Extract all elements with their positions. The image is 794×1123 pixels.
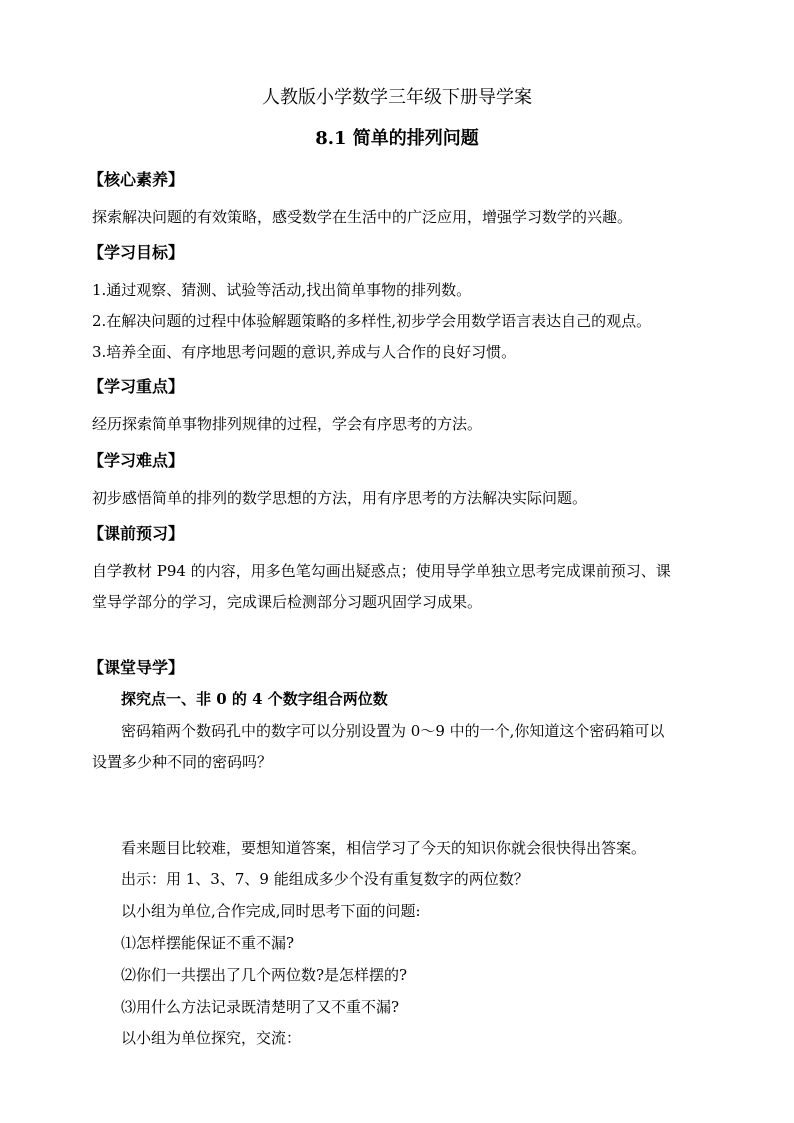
guide-paragraph-4: ⑴怎样摆能保证不重不漏?: [121, 934, 295, 952]
guide-paragraph-1: 看来题目比较难，要想知道答案，相信学习了今天的知识你就会很快得出答案。: [121, 839, 647, 857]
goal-item-1: 1.通过观察、猜测、试验等活动,找出简单事物的排列数。: [92, 281, 472, 299]
question-line-1: 密码箱两个数码孔中的数字可以分别设置为 0～9 中的一个,你知道这个密码箱可以: [121, 722, 665, 740]
goal-item-3: 3.培养全面、有序地思考问题的意识,养成与人合作的良好习惯。: [92, 343, 517, 361]
focus-text: 经历探索简单事物排列规律的过程，学会有序思考的方法。: [92, 415, 483, 433]
guide-paragraph-7: 以小组为单位探究，交流：: [121, 1029, 302, 1047]
document-title: 人教版小学数学三年级下册导学案: [262, 87, 532, 108]
core-text: 探索解决问题的有效策略，感受数学在生活中的广泛应用，增强学习数学的兴趣。: [92, 208, 633, 226]
guide-heading: 【课堂导学】: [88, 658, 185, 677]
guide-paragraph-5: ⑵你们一共摆出了几个两位数?是怎样摆的?: [121, 966, 408, 984]
guide-paragraph-3: 以小组为单位,合作完成,同时思考下面的问题:: [121, 902, 421, 920]
difficulty-text: 初步感悟简单的排列的数学思想的方法，用有序思考的方法解决实际问题。: [92, 489, 588, 507]
guide-paragraph-2: 出示：用 1、3、7、9 能组成多少个没有重复数字的两位数？: [121, 870, 529, 888]
explore-point-title: 探究点一、非 0 的 4 个数字组合两位数: [121, 690, 388, 708]
focus-heading: 【学习重点】: [88, 377, 185, 396]
core-heading: 【核心素养】: [88, 170, 185, 189]
guide-paragraph-6: ⑶用什么方法记录既清楚明了又不重不漏?: [121, 998, 400, 1016]
preview-heading: 【课前预习】: [88, 524, 185, 543]
lesson-title: 8.1 简单的排列问题: [315, 128, 479, 149]
goal-item-2: 2.在解决问题的过程中体验解题策略的多样性,初步学会用数学语言表达自己的观点。: [92, 312, 652, 330]
question-line-2: 设置多少种不同的密码吗？: [92, 753, 273, 771]
preview-line-2: 堂导学部分的学习，完成课后检测部分习题巩固学习成果。: [92, 593, 483, 611]
goals-heading: 【学习目标】: [88, 243, 185, 262]
difficulty-heading: 【学习难点】: [88, 451, 185, 470]
preview-line-1: 自学教材 P94 的内容，用多色笔勾画出疑惑点；使用导学单独立思考完成课前预习、课: [92, 562, 671, 580]
